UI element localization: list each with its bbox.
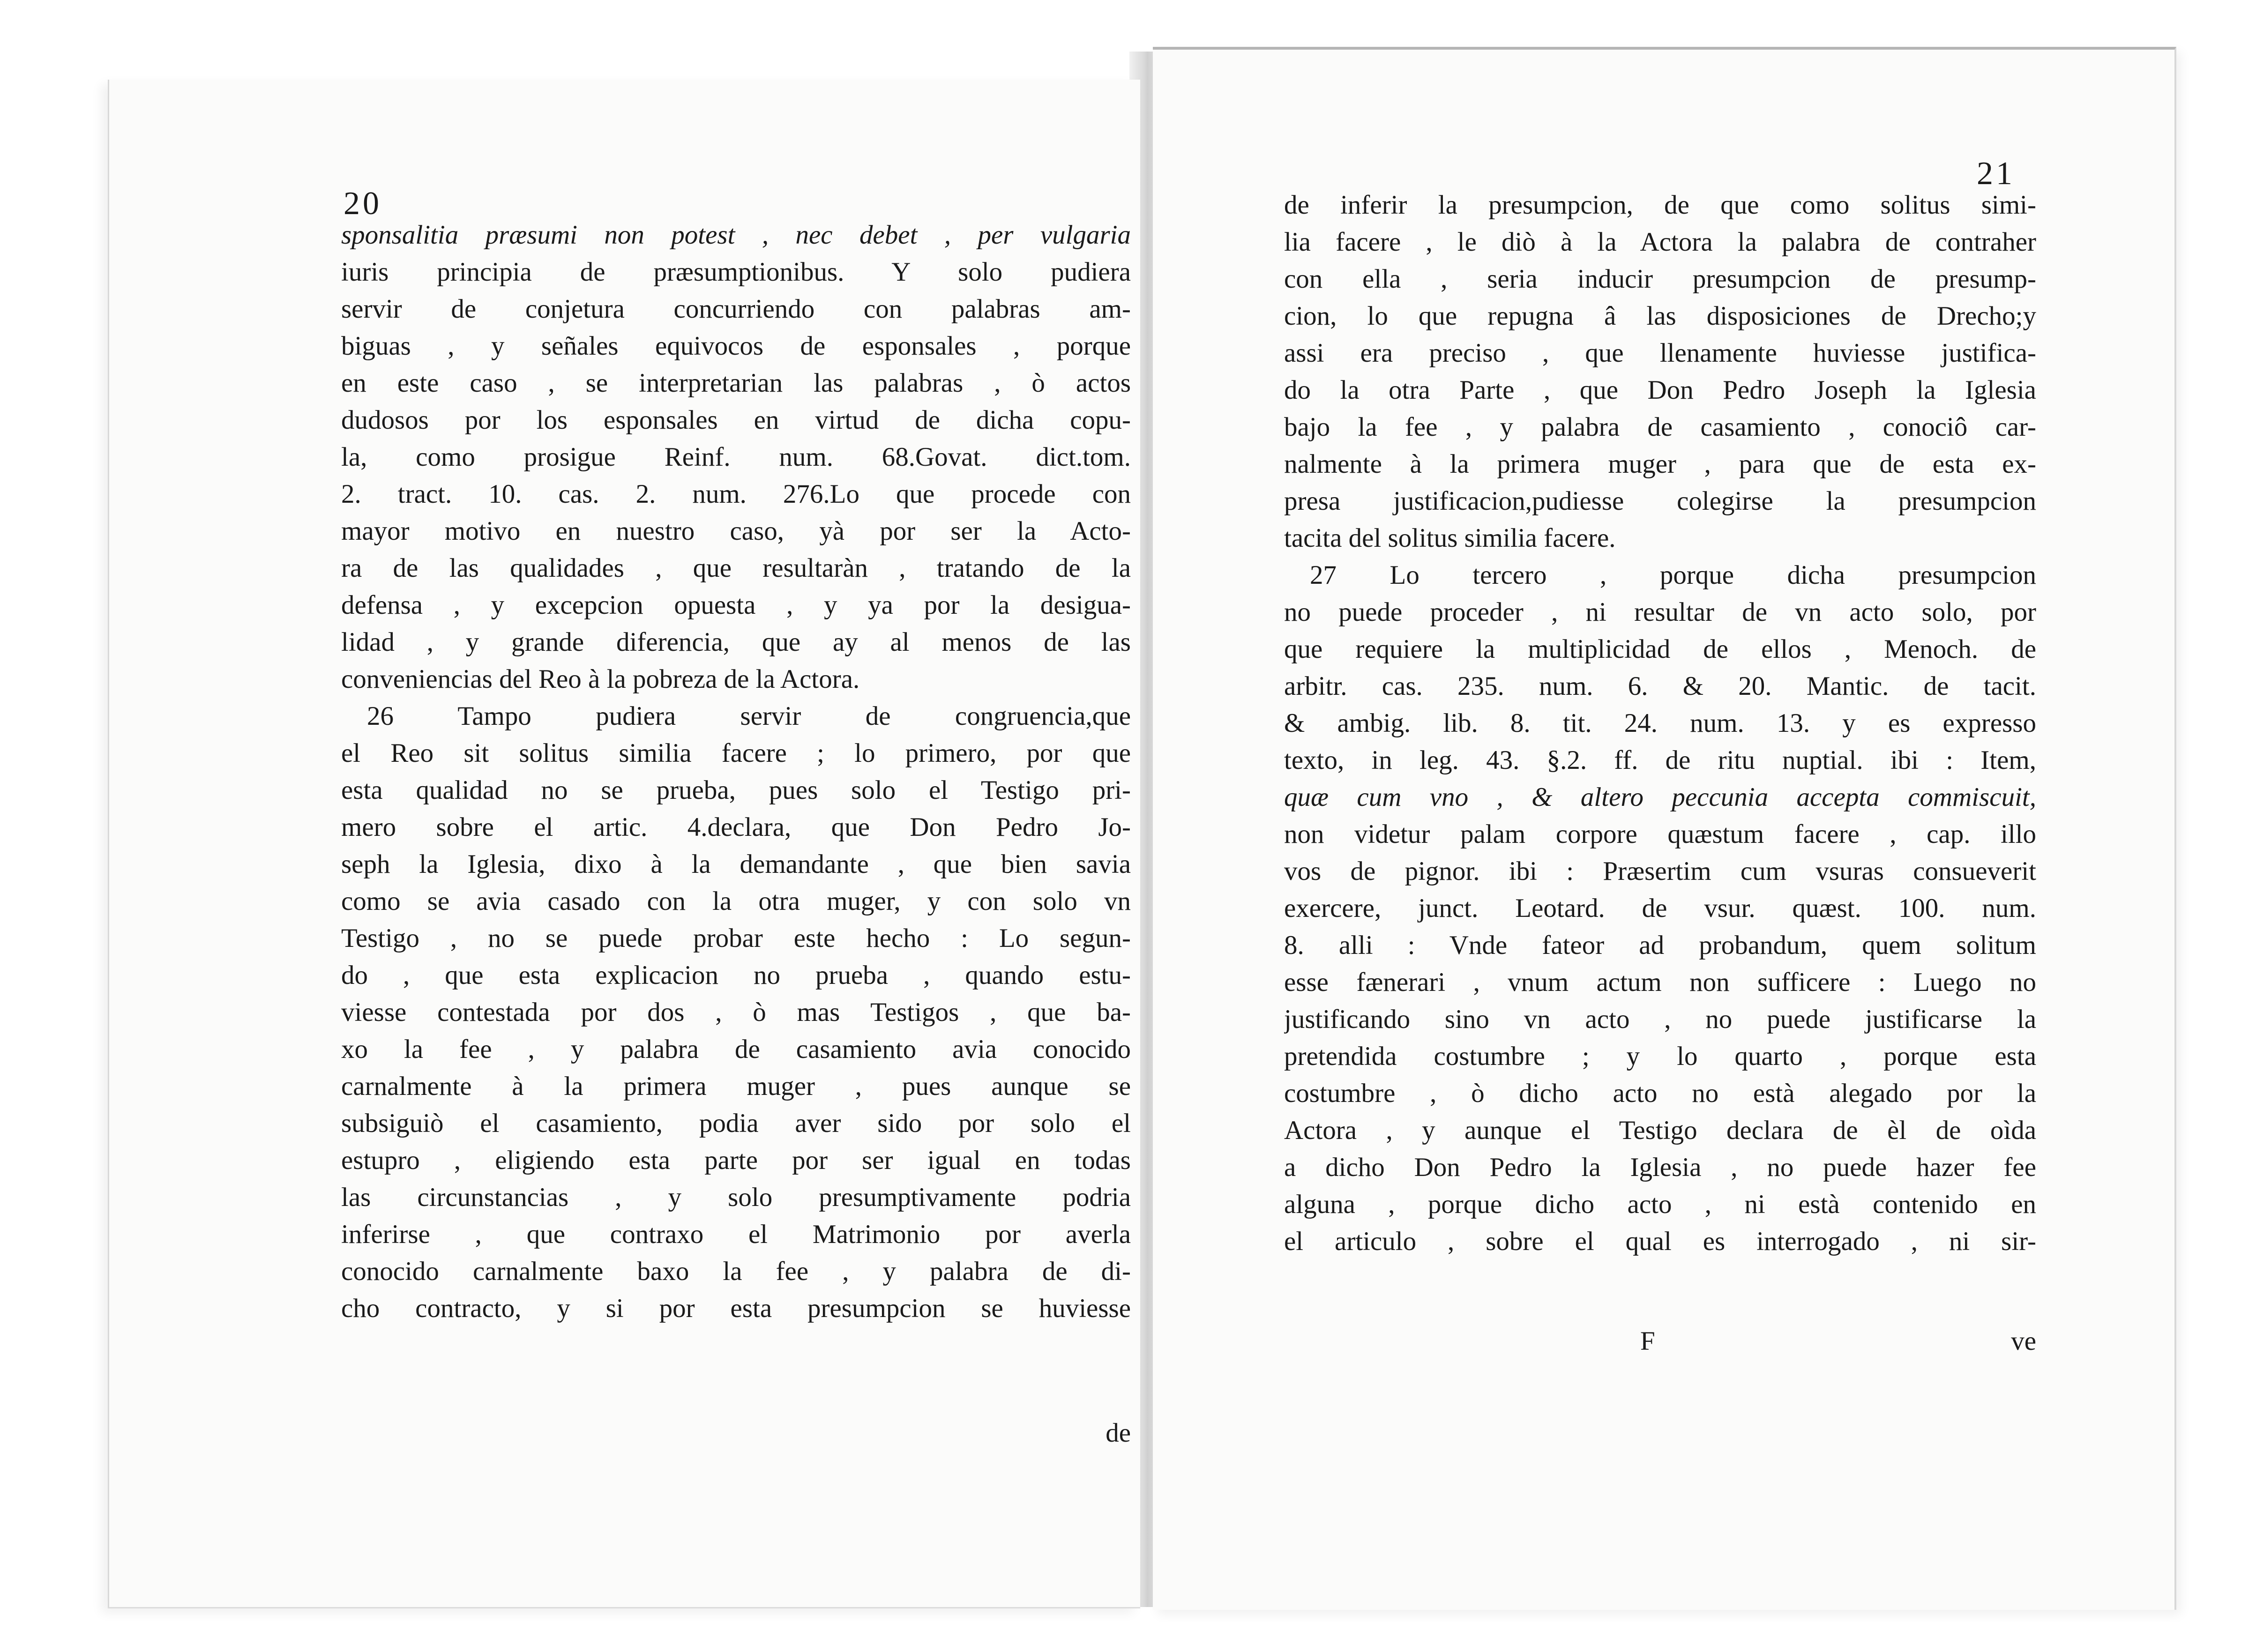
text-line: Testigo , no se puede probar este hecho : Lo segun- <box>341 923 1131 953</box>
text-line: Actora , y aunque el Testigo declara de èl de oìda <box>1284 1116 2036 1145</box>
text-line: con ella , seria inducir presumpcion de presump- <box>1284 264 2036 294</box>
text-line: esta qualidad no se prueba, pues solo el Testigo pri- <box>341 775 1131 805</box>
text-line: & ambig. lib. 8. tit. 24. num. 13. y es expresso <box>1284 708 2036 738</box>
text-line: no puede proceder , ni resultar de vn acto solo, por <box>1284 597 2036 627</box>
catchword-right: ve <box>2011 1326 2036 1356</box>
text-line: ra de las qualidades , que resultaràn , tratando de la <box>341 553 1131 583</box>
text-line: de inferir la presumpcion, de que como solitus simi- <box>1284 190 2036 220</box>
text-line: quæ cum vno , & altero peccunia accepta commiscuit, <box>1284 782 2036 812</box>
text-line: conocido carnalmente baxo la fee , y palabra de di- <box>341 1257 1131 1286</box>
text-line: inferirse , que contraxo el Matrimonio por averla <box>341 1220 1131 1249</box>
text-line: viesse contestada por dos , ò mas Testigos , que ba- <box>341 997 1131 1027</box>
text-line: servir de conjetura concurriendo con palabras am- <box>341 294 1131 324</box>
text-line: en este caso , se interpretarian las palabras , ò actos <box>341 368 1131 398</box>
text-line: pretendida costumbre ; y lo quarto , porque esta <box>1284 1042 2036 1071</box>
text-line: seph la Iglesia, dixo à la demandante , que bien savia <box>341 849 1131 879</box>
paragraph-start-26: 26 Tampo pudiera servir de congruencia,que <box>367 701 1131 731</box>
text-line: mayor motivo en nuestro caso, yà por ser la Acto- <box>341 516 1131 546</box>
left-page <box>108 80 1140 1608</box>
right-page-text <box>1284 186 2036 1260</box>
text-line: carnalmente à la primera muger , pues aunque se <box>341 1072 1131 1101</box>
text-line: conveniencias del Reo à la pobreza de la Actora. <box>341 664 860 694</box>
right-page <box>1153 47 2176 1610</box>
catchword-left: de <box>1106 1418 1131 1448</box>
text-line: vos de pignor. ibi : Præsertim cum vsuras consueverit <box>1284 856 2036 886</box>
text-line: arbitr. cas. 235. num. 6. & 20. Mantic. de tacit. <box>1284 671 2036 701</box>
text-line: las circunstancias , y solo presumptivamente podria <box>341 1183 1131 1212</box>
text-line: alguna , porque dicho acto , ni està contenido en <box>1284 1190 2036 1219</box>
text-line: iuris principia de præsumptionibus. Y solo pudiera <box>341 257 1131 287</box>
text-line: tacita del solitus similia facere. <box>1284 523 1616 553</box>
page-number-right: 21 <box>1977 156 2015 192</box>
text-line: cho contracto, y si por esta presumpcion se huviesse <box>341 1294 1131 1323</box>
text-line: 2. tract. 10. cas. 2. num. 276.Lo que procede con <box>341 479 1131 509</box>
text-line: cion, lo que repugna â las disposiciones de Drecho;y <box>1284 301 2036 331</box>
text-line: assi era preciso , que llenamente huviesse justifica- <box>1284 338 2036 368</box>
text-line: subsiguiò el casamiento, podia aver sido por solo el <box>341 1109 1131 1138</box>
text-line: do , que esta explicacion no prueba , quando estu- <box>341 960 1131 990</box>
page-footer-right <box>1284 1326 2036 1363</box>
text-line: lia facere , le diò à la Actora la palabra de contraher <box>1284 227 2036 257</box>
text-line: dudosos por los esponsales en virtud de dicha copu- <box>341 405 1131 435</box>
text-line: presa justificacion,pudiesse colegirse la presumpcion <box>1284 486 2036 516</box>
text-line: costumbre , ò dicho acto no està alegado por la <box>1284 1079 2036 1108</box>
text-line: que requiere la multiplicidad de ellos , Menoch. de <box>1284 634 2036 664</box>
text-line: el Reo sit solitus similia facere ; lo primero, por que <box>341 738 1131 768</box>
text-line: non videtur palam corpore quæstum facere , cap. illo <box>1284 819 2036 849</box>
page-number-left: 20 <box>344 186 382 222</box>
signature-mark: F <box>1640 1326 1655 1356</box>
text-line: lidad , y grande diferencia, que ay al menos de las <box>341 627 1131 657</box>
text-line: 8. alli : Vnde fateor ad probandum, quem solitum <box>1284 930 2036 960</box>
text-line: mero sobre el artic. 4.declara, que Don Pedro Jo- <box>341 812 1131 842</box>
text-line: xo la fee , y palabra de casamiento avia conocido <box>341 1034 1131 1064</box>
text-line: sponsalitia præsumi non potest , nec debet , per vulgaria <box>341 220 1131 250</box>
text-line: defensa , y excepcion opuesta , y ya por la desigua- <box>341 590 1131 620</box>
paragraph-start-27: 27 Lo tercero , porque dicha presumpcion <box>1310 560 2036 590</box>
text-line: el articulo , sobre el qual es interrogado , ni sir- <box>1284 1227 2036 1256</box>
text-line: bajo la fee , y palabra de casamiento , conociô car- <box>1284 412 2036 442</box>
text-line: exercere, junct. Leotard. de vsur. quæst. 100. num. <box>1284 893 2036 923</box>
text-line: nalmente à la primera muger , para que de esta ex- <box>1284 449 2036 479</box>
text-line: la, como prosigue Reinf. num. 68.Govat. dict.tom. <box>341 442 1131 472</box>
text-line: estupro , eligiendo esta parte por ser igual en todas <box>341 1146 1131 1175</box>
left-page-text <box>341 216 1131 1327</box>
text-line: a dicho Don Pedro la Iglesia , no puede hazer fee <box>1284 1153 2036 1182</box>
text-line: justificando sino vn acto , no puede justificarse la <box>1284 1005 2036 1034</box>
text-line: do la otra Parte , que Don Pedro Joseph la Iglesia <box>1284 375 2036 405</box>
text-line: biguas , y señales equivocos de esponsales , porque <box>341 331 1131 361</box>
text-line: esse fænerari , vnum actum non sufficere : Luego no <box>1284 967 2036 997</box>
text-line: texto, in leg. 43. §.2. ff. de ritu nuptial. ibi : Item, <box>1284 745 2036 775</box>
text-line: como se avia casado con la otra muger, y con solo vn <box>341 886 1131 916</box>
